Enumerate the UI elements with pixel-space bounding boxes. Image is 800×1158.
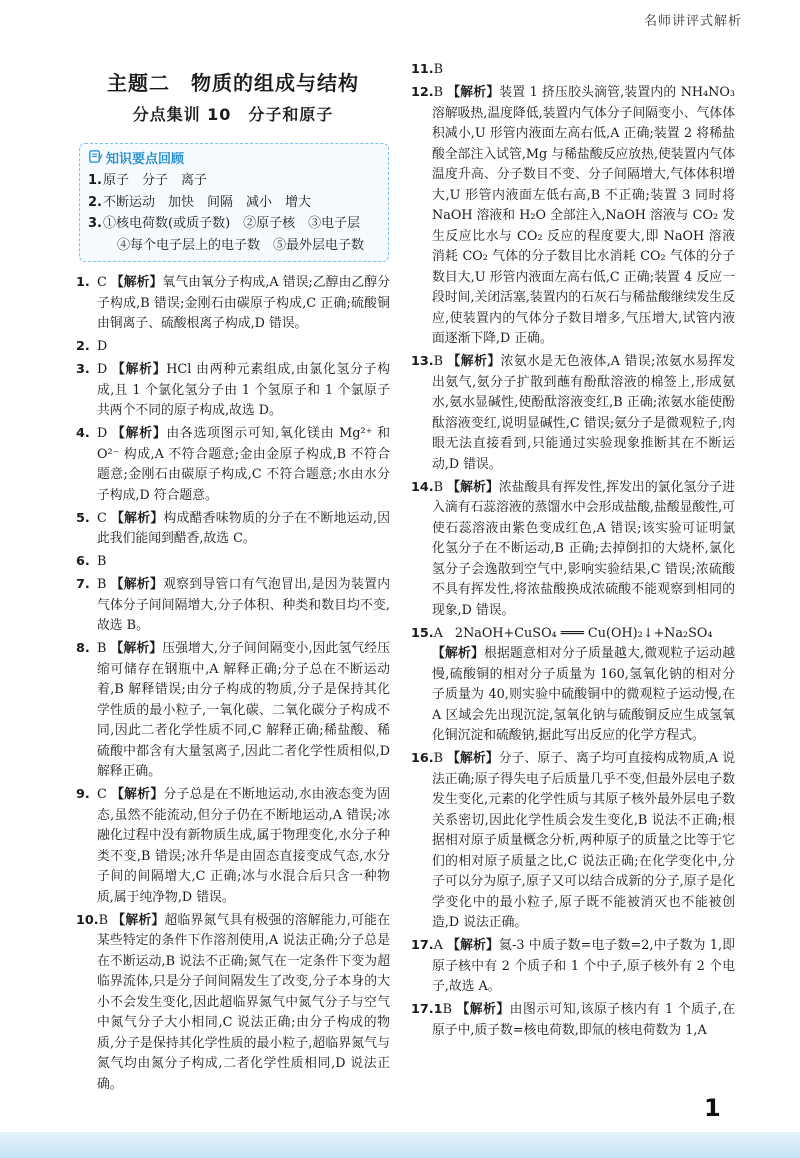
analysis-text: 氧气由氧分子构成,A 错误;乙醇由乙醇分子构成,B 错误;金刚石由碳原子构成,C 正确;硫酸铜由铜离子、硫酸根离子构成,D 错误。 — [97, 275, 390, 331]
answer-number: 12. — [411, 85, 434, 100]
answer-choice: B — [97, 577, 107, 592]
answer-number: 10. — [76, 912, 99, 928]
answer-item — [411, 1000, 735, 1041]
answer-choice: B — [98, 912, 109, 928]
analysis-label: 【解析】 — [111, 426, 167, 441]
notebook-icon — [88, 149, 103, 171]
answer-number: 16. — [411, 751, 434, 766]
review-item-text: 不断运动 加快 间隔 减小 增大 — [103, 194, 312, 210]
answer-number: 7. — [76, 577, 90, 592]
analysis-text: 氦-3 中质子数=电子数=2,中子数为 1,即原子核中有 2 个质子和 1 个中子,原子核外有 2 个电子,故选 A。 — [432, 938, 736, 994]
answer-number: 11. — [411, 62, 434, 77]
review-item — [88, 213, 380, 256]
answer-choice: C — [97, 787, 107, 802]
analysis-block — [432, 644, 735, 747]
answer-choice: D — [97, 426, 108, 441]
analysis-label: 【解析】 — [447, 354, 501, 369]
analysis-text: 分子总是在不断地运动,水由液态变为固态,虽然不能流动,但分子仍在不断地运动,A 错误;冰融化过程中没有新物质生成,属于物理变化,水分子种类不变,B 错误;冰升华是由固态直接变成气态,水分子间的间隔增大,C 正确;冰与水混合后只含一种物质,属于纯净物,D 错误。 — [97, 787, 390, 905]
answer-item — [76, 911, 390, 1096]
knowledge-review-box — [79, 143, 389, 262]
analysis-text: 浓氨水是无色液体,A 错误;浓氨水易挥发出氨气,氨分子扩散到蘸有酚酞溶液的棉签上,形成氨水,氨水显碱性,使酚酞溶液变红,B 正确;浓氨水能使酚酞溶液变红,说明显碱性,C 错误;氨分子是微观粒子,肉眼无法直接看到,只能通过实验现象推断其在不断运动,D 错误。 — [432, 354, 735, 472]
answer-item — [411, 478, 735, 622]
review-item — [88, 170, 380, 192]
analysis-text: 浓盐酸具有挥发性,挥发出的氯化氢分子进入滴有石蕊溶液的蒸馏水中会形成盐酸,盐酸显酸性,可使石蕊溶液由紫色变成红色,A 错误;该实验可证明氯化氢分子在不断运动,B 正确;去掉倒扣的大烧杯,氯化氢分子会逸散到空气中,影响实验结果,C 错误;浓硫酸不具有挥发性,将浓盐酸换成浓硫酸不能观察到相同的现象,D 错误。 — [432, 479, 736, 618]
chemical-equation: 2NaOH+CuSO₄ ═══ Cu(OH)₂↓+Na₂SO₄ — [454, 625, 713, 641]
answers-right-column — [411, 60, 735, 1044]
answer-number: 5. — [76, 510, 90, 526]
answer-item — [76, 552, 390, 573]
answer-number: 6. — [76, 554, 90, 569]
review-item-number: 2. — [88, 194, 102, 210]
answer-number: 14. — [411, 479, 434, 495]
answer-number: 13. — [411, 354, 434, 369]
review-item-text: 原子 分子 离子 — [103, 173, 208, 188]
answer-choice: B — [442, 1002, 452, 1017]
analysis-label: 【解析】 — [447, 479, 499, 495]
answer-choice: B — [433, 751, 444, 766]
answer-item — [411, 83, 735, 350]
answer-number: 8. — [76, 641, 90, 656]
answer-choice: B — [433, 85, 444, 100]
series-title: 名师讲评式解析 — [643, 14, 742, 29]
review-heading — [88, 150, 380, 170]
analysis-label: 【解析】 — [110, 510, 164, 526]
answer-item — [411, 749, 735, 934]
section-subtitle: 分点集训 10 分子和原子 — [132, 105, 334, 124]
analysis-label: 【解析】 — [432, 646, 484, 661]
analysis-label: 【解析】 — [446, 938, 500, 953]
answer-choice: B — [433, 62, 444, 77]
answer-choice: D — [97, 339, 108, 354]
answer-item — [411, 936, 735, 998]
answer-number: 1. — [76, 275, 90, 290]
analysis-text: 观察到导管口有气泡冒出,是因为装置内气体分子间间隔增大,分子体积、种类和数目均不变,故选 B。 — [97, 577, 390, 633]
analysis-label: 【解析】 — [110, 275, 163, 290]
analysis-label: 【解析】 — [110, 787, 164, 802]
analysis-text: 根据题意相对分子质量越大,微观粒子运动越慢,硫酸铜的相对分子质量为 160,氢氧化钠的相对分子质量为 40,则实验中硫酸铜中的微观粒子运动慢,在 A 区域会先出现沉淀,氢氧化钠与硫酸铜反应生成氢氧化铜沉淀和硫酸钠,据此写出反应的化学方程式。 — [432, 646, 736, 743]
answer-choice: D — [97, 362, 108, 377]
answer-choice: B — [433, 479, 444, 495]
answer-number: 17. — [411, 938, 434, 953]
analysis-label: 【解析】 — [447, 751, 499, 766]
analysis-text: 超临界氮气具有极强的溶解能力,可能在某些特定的条件下作溶剂使用,A 说法正确;分子总是在不断运动,B 说法不正确;氮气在一定条件下变为超临界流体,只是分子间间隔发生了改变,分子本身的大小不会发生变化,因此超临界氮气中氮气分子与空气中氮气分子大小相同,C 说法正确;由分子构成的物质,分子是保持其化学性质的最小粒子,超临界氮气与氮气均由氮分子构成,二者化学性质相同,D 说法正确。 — [97, 912, 391, 1092]
answer-item — [411, 352, 735, 475]
analysis-text: 分子、原子、离子均可直接构成物质,A 说法正确;原子得失电子后质量几乎不变,但最外层电子数发生变化,元素的化学性质与其原子核外最外层电子数关系密切,因此化学性质会发生变化,B 说法不正确;根据相对原子质量概念分析,两种原子的质量之比等于它们的相对原子质量之比,C 说法正确;在化学变化中,分子可以分为原子,原子又可以结合成新的分子,原子是化学变化中的最小粒子,原子既不能被消灭也不能被创造,D 说法正确。 — [432, 751, 735, 930]
section-title: 主题二 物质的组成与结构 — [107, 71, 359, 95]
answer-choice: B — [97, 641, 107, 656]
answer-item — [76, 639, 390, 783]
answer-choice: C — [97, 275, 107, 290]
review-item-number: 3. — [88, 216, 102, 231]
analysis-text: 由各选项图示可知,氧化镁由 Mg²⁺ 和 O²⁻ 构成,A 不符合题意;金由金原子构成,B 不符合题意;金刚石由碳原子构成,C 不符合题意;水由水分子构成,D 符合题意。 — [97, 426, 390, 503]
review-item — [88, 192, 380, 214]
analysis-text: 由图示可知,该原子核内有 1 个质子,在原子中,质子数=核电荷数,即氚的核电荷数为 1,A — [432, 1002, 736, 1038]
answer-number: 3. — [76, 362, 90, 377]
analysis-text: 压强增大,分子间间隔变小,因此氢气经压缩可储存在钢瓶中,A 解释正确;分子总在不断运动着,B 解释错误;由分子构成的物质,分子是保持其化学性质的最小粒子,一氧化碳、二氧化碳分子构成不同,因此二者化学性质不同,C 解释正确;稀盐酸、稀硫酸中都含有大量氢离子,因此二者化学性质相似,D 解释正确。 — [97, 641, 390, 779]
review-heading-text: 知识要点回顾 — [106, 152, 185, 167]
analysis-label: 【解析】 — [111, 362, 167, 377]
analysis-label: 【解析】 — [112, 912, 165, 928]
review-item-number: 1. — [88, 173, 102, 188]
answer-item — [411, 624, 735, 747]
answer-choice: C — [97, 510, 107, 526]
review-item-text-continued: ④每个电子层上的电子数 ⑤最外层电子数 — [117, 237, 365, 253]
answer-choice: A — [433, 938, 443, 953]
answer-choice: A — [433, 625, 443, 641]
analysis-label: 【解析】 — [110, 641, 163, 656]
analysis-label: 【解析】 — [110, 577, 164, 592]
answer-choice: B — [97, 554, 107, 569]
answer-item — [76, 509, 390, 550]
answer-item — [76, 337, 390, 358]
answer-item — [76, 424, 390, 506]
page-number: 1 — [704, 1094, 721, 1122]
answer-item — [76, 785, 390, 908]
analysis-text: 装置 1 挤压胶头滴管,装置内的 NH₄NO₃ 溶解吸热,温度降低,装置内气体分子间隔变小、气体体积减小,U 形管内液面左高右低,A 正确;装置 2 将稀盐酸全部注入试管,Mg 与稀盐酸反应放热,使装置内气体温度升高、分子数目不变、分子间隔增大,气体体积增大,U 形管内液面左低右高,B 不正确;装置 3 同时将 NaOH 溶液和 H₂O 全部注入,NaOH 溶液与 CO₂ 发生反应比水与 CO₂ 反应的程度要大,即 NaOH 溶液消耗 CO₂ 气体的分子数目比水消耗 CO₂ 气体的分子数目大,U 形管内液面左高右低,C 正确;装置 4 反应一段时间,关闭活塞,装置内的石灰石与稀盐酸继续发生反应,使装置内的气体分子数目增多,气压增大,试管内液面逐渐下降,D 正确。 — [432, 85, 736, 346]
analysis-text: HCl 由两种元素组成,由氯化氢分子构成,且 1 个氯化氢分子由 1 个氢原子和 1 个氯原子共两个不同的原子构成,故选 D。 — [97, 362, 391, 418]
review-item-text: ①核电荷数(或质子数) ②原子核 ③电子层 — [103, 216, 361, 231]
answer-number: 9. — [76, 787, 90, 802]
analysis-label: 【解析】 — [447, 85, 500, 100]
bottom-decorative-band — [0, 1132, 800, 1158]
answer-number: 17.1 — [411, 1002, 443, 1017]
answer-item — [76, 575, 390, 637]
answer-number: 4. — [76, 426, 90, 441]
answer-item — [76, 273, 390, 335]
answer-item — [411, 60, 735, 81]
analysis-text: 构成醋香味物质的分子在不断地运动,因此我们能闻到醋香,故选 C。 — [97, 510, 390, 546]
answer-number: 15. — [411, 625, 434, 641]
answer-number: 2. — [76, 339, 90, 354]
answers-left-column — [76, 273, 390, 1098]
answer-item — [76, 360, 390, 422]
analysis-label: 【解析】 — [455, 1002, 510, 1017]
answer-choice: B — [433, 354, 444, 369]
